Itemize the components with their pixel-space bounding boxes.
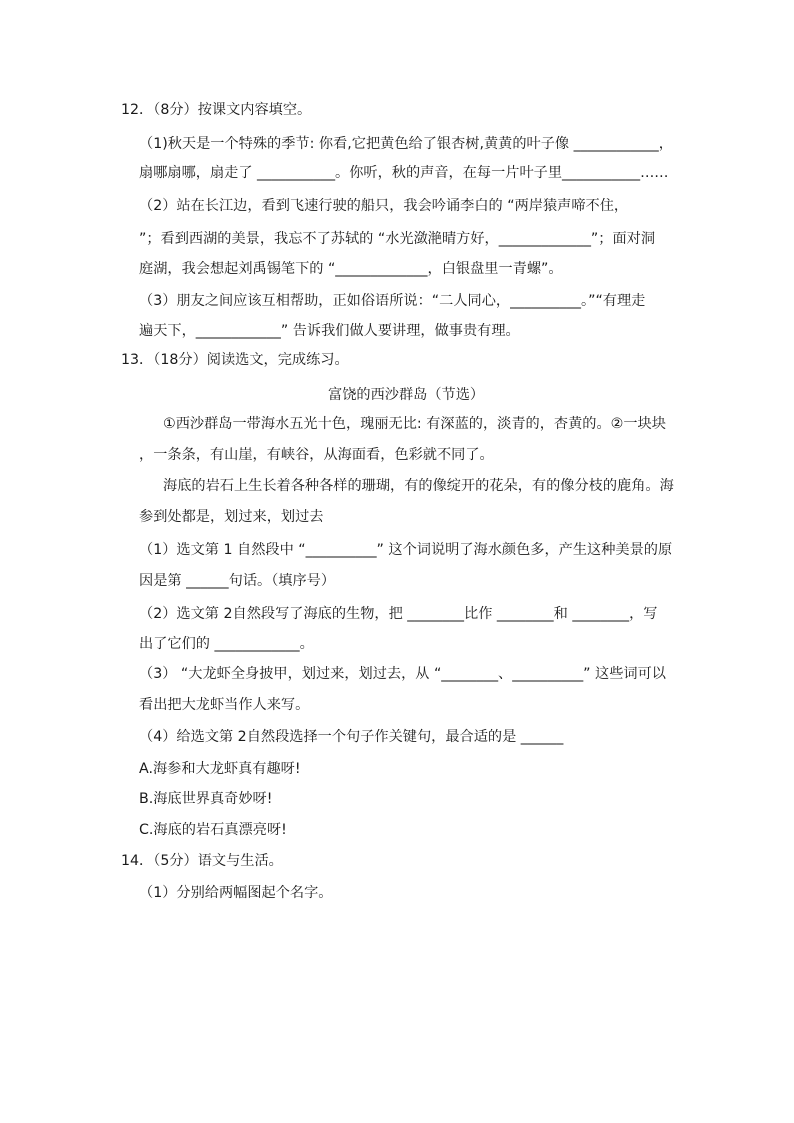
q12-part3-line2: 遍天下，____________” 告诉我们做人要讲理，做事贵有理。 (139, 323, 520, 339)
passage-para1-line2: ，一条条，有山崖，有峡谷，从海面看，色彩就不同了。 (139, 447, 494, 463)
passage-para2-line2: 参到处都是，划过来，划过去 (139, 509, 324, 525)
q13-heading: 13．（18分）阅读选文，完成练习。 (121, 352, 349, 368)
passage-para1-line1: ①西沙群岛一带海水五光十色，瑰丽无比: 有深蓝的，淡青的，杏黄的。②一块块 (163, 416, 666, 432)
q12-part2-line2: ”；看到西湖的美景，我忘不了苏轼的 “水光潋滟晴方好，_____________”；面对洞 (139, 231, 656, 247)
q12-heading: 12．（8分）按课文内容填空。 (121, 102, 312, 118)
q12-part2-line3: 庭湖，我会想起刘禹锡笔下的 “_____________，白银盘里一青螺”。 (139, 261, 563, 277)
q12-part1-line1: （1)秋天是一个特殊的季节: 你看,它把黄色给了银杏树,黄黄的叶子像 ____________， (139, 136, 673, 152)
q13-part2-line2: 出了它们的 ____________。 (139, 636, 314, 652)
q14-heading: 14．（5分）语文与生活。 (121, 853, 283, 869)
q13-part1-line1: （1）选文第 1 自然段中 “__________” 这个词说明了海水颜色多，产生这种美景的原 (139, 542, 673, 558)
passage-para2-line1: 海底的岩石上生长着各种各样的珊瑚，有的像绽开的花朵，有的像分枝的鹿角。海 (163, 478, 674, 494)
q13-option-b: B.海底世界真奇妙呀! (139, 791, 273, 807)
q13-option-c: C.海底的岩石真漂亮呀! (139, 822, 287, 838)
q13-part1-line2: 因是第 ______句话。（填序号） (139, 573, 336, 589)
q13-part3-line2: 看出把大龙虾当作人来写。 (139, 697, 310, 713)
passage-title: 富饶的西沙群岛（节选） (328, 387, 485, 403)
q13-part4-question: （4）给选文第 2自然段选择一个句子作关键句，最合适的是 ______ (139, 729, 564, 745)
q12-part2-line1: （2）站在长江边，看到飞速行驶的船只，我会吟诵李白的 “两岸猿声啼不住， (139, 198, 629, 214)
q13-part2-line1: （2）选文第 2自然段写了海底的生物，把 ________比作 ________和 ________，写 (139, 606, 658, 622)
q12-part3-line1: （3）朋友之间应该互相帮助，正如俗语所说：“二人同心，__________。”“有理走 (139, 293, 646, 309)
q13-option-a: A.海参和大龙虾真有趣呀! (139, 761, 301, 777)
q14-part1: （1）分别给两幅图起个名字。 (139, 885, 333, 901)
q12-part1-line2: 扇哪扇哪，扇走了 ___________。你听，秋的声音，在每一片叶子里___________…… (139, 165, 669, 181)
q13-part3-line1: （3） “大龙虾全身披甲，划过来，划过去，从 “________、__________” 这些词可以 (139, 666, 666, 682)
